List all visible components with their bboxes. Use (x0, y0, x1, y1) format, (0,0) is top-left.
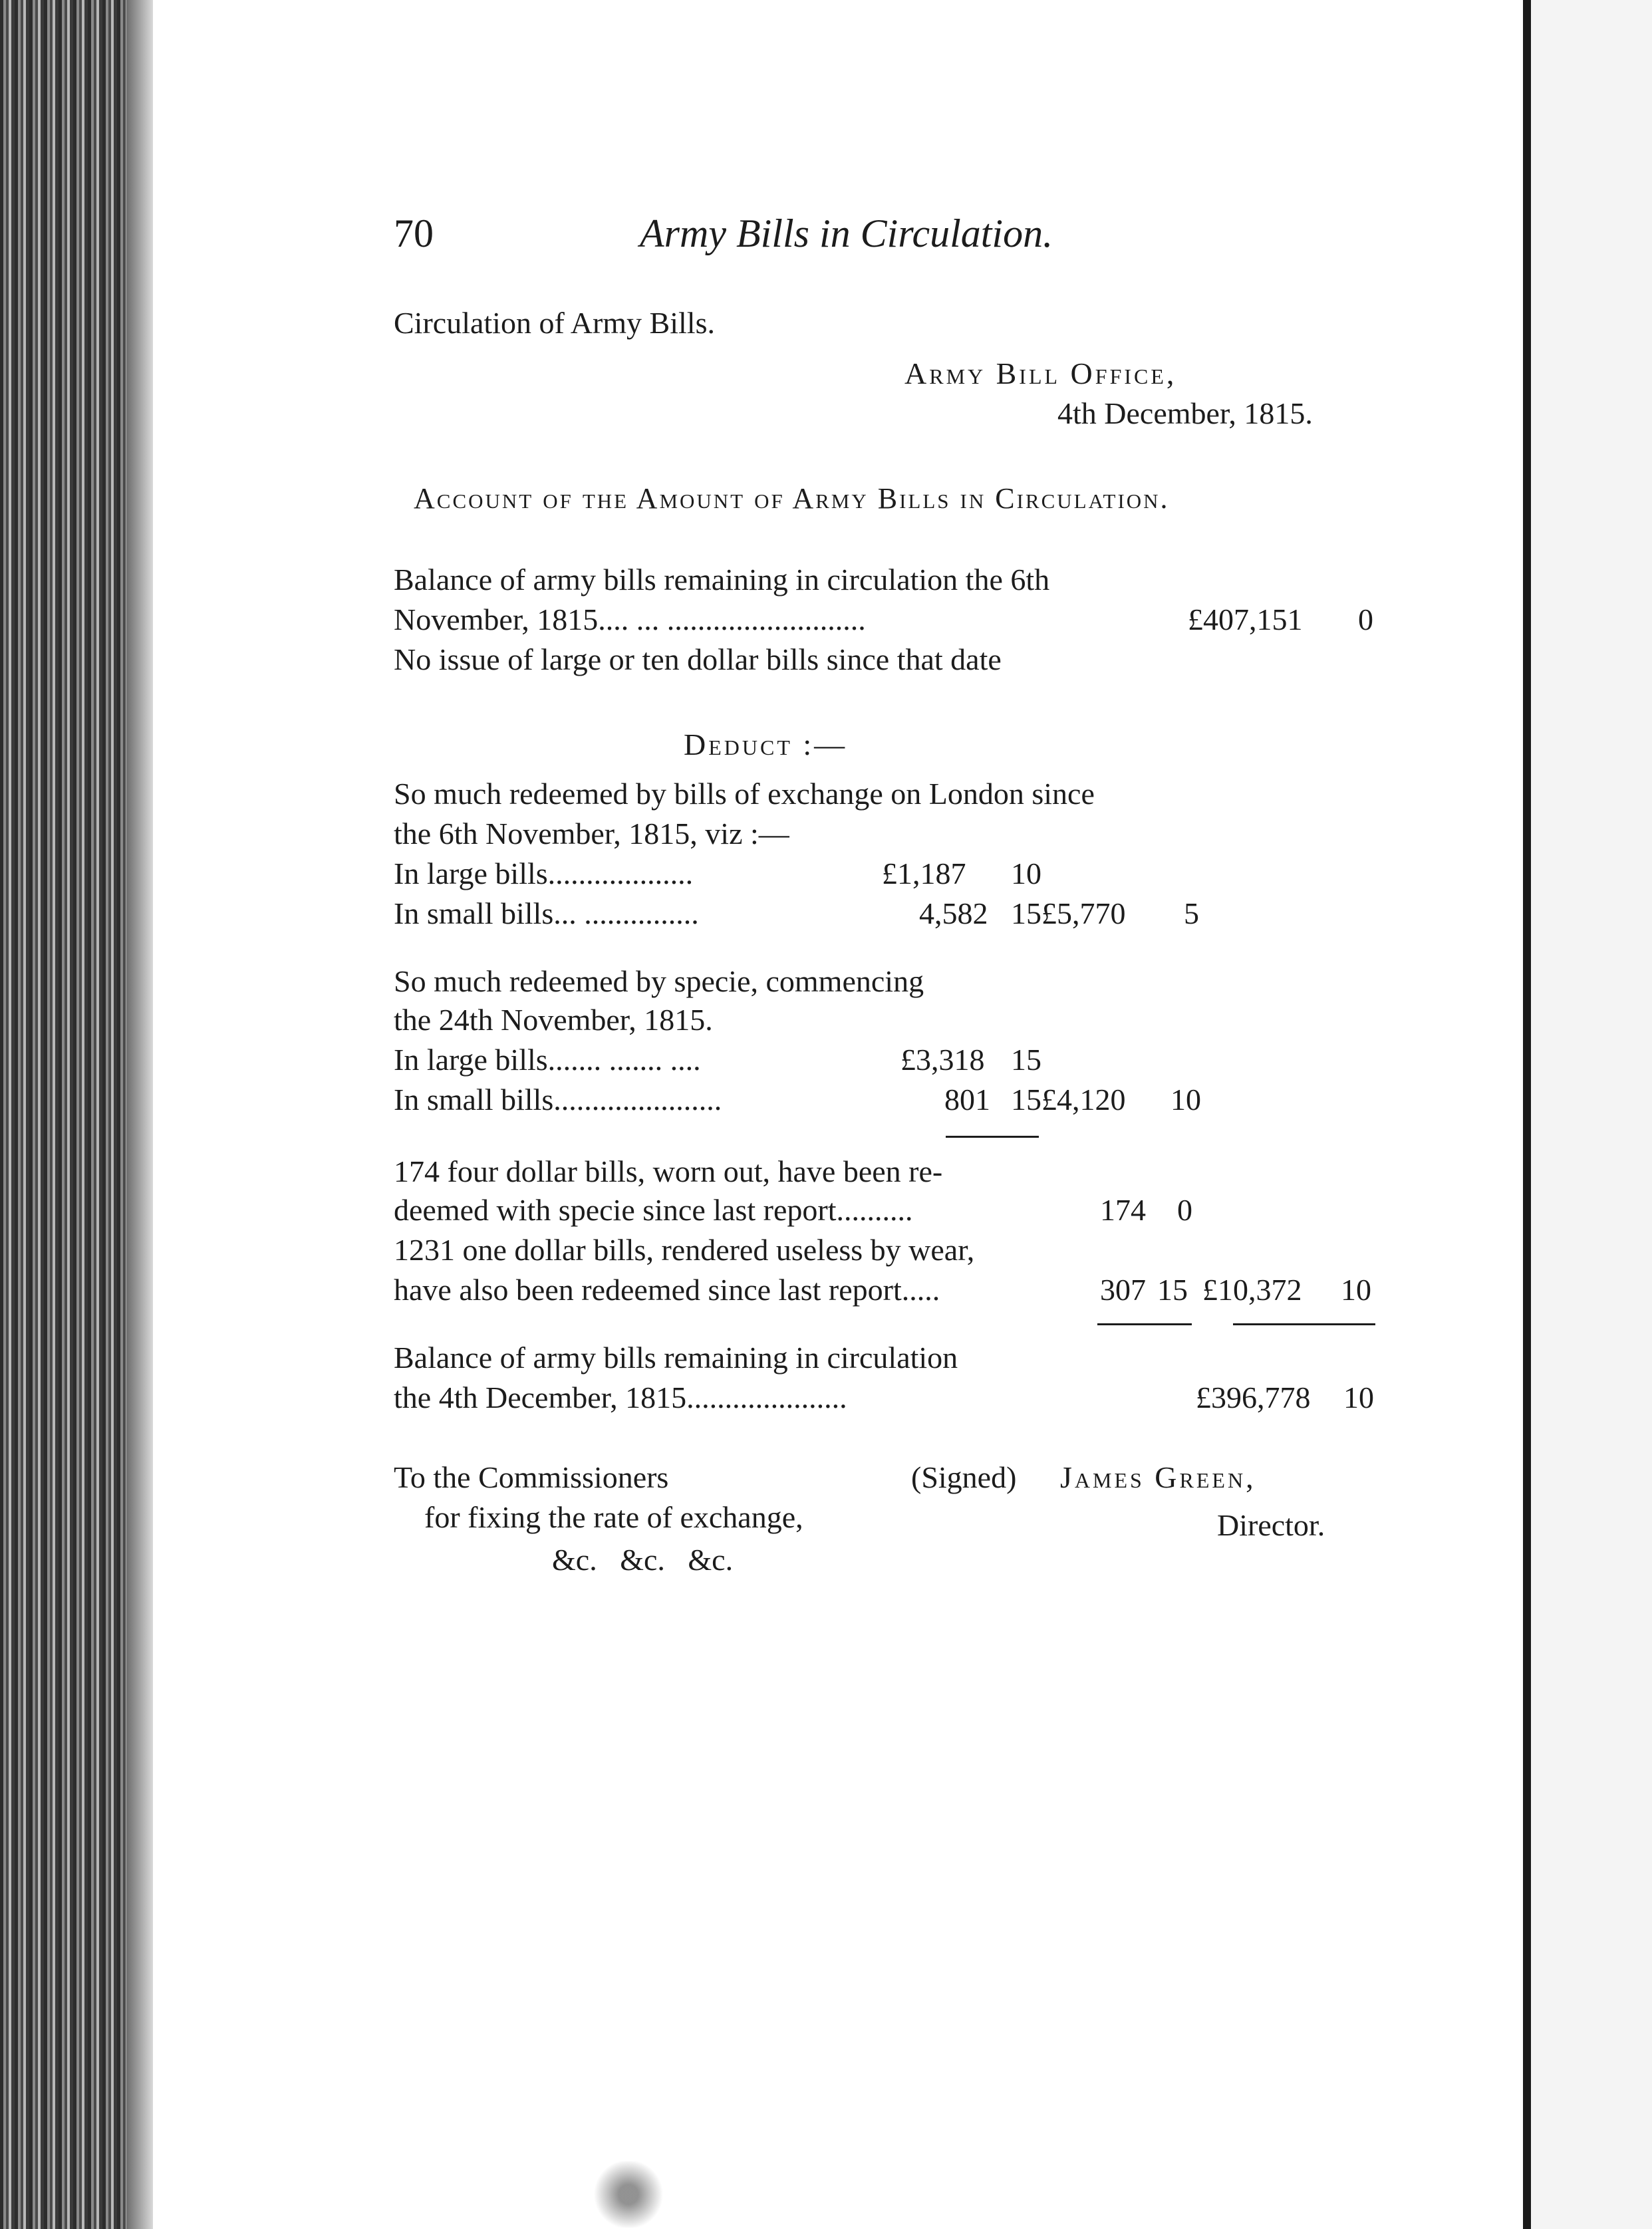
balance-dec-line1: Balance of army bills remaining in circulation (394, 1341, 958, 1375)
balance-nov-shillings: 0 (1358, 602, 1373, 636)
account-heading: Account of the Amount of Army Bills in Circulation. (414, 482, 1170, 515)
exchange-small-shillings: 15 (1011, 896, 1041, 930)
scan-smudge (592, 2161, 665, 2228)
exchange-large-amount: £1,187 (882, 856, 966, 890)
exchange-large-label: In large bills................... (394, 856, 694, 890)
specie-line1: So much redeemed by specie, commencing (394, 964, 924, 998)
signed-label: (Signed) (911, 1460, 1017, 1494)
deductions-rule-left (1097, 1323, 1192, 1325)
one-dollar-shillings: 15 (1157, 1273, 1188, 1307)
balance-nov-amount: £407,151 (1188, 602, 1303, 636)
deductions-rule-right (1233, 1323, 1375, 1325)
specie-small-label: In small bills...................... (394, 1083, 722, 1116)
specie-subtotal-rule (946, 1136, 1039, 1138)
page-number: 70 (394, 211, 434, 255)
commissioners-line2: for fixing the rate of exchange, (424, 1500, 803, 1534)
running-title: Army Bills in Circulation. (640, 211, 1053, 255)
balance-nov-line2: November, 1815.... ... .......................... (394, 602, 866, 636)
deductions-total-shillings: 10 (1341, 1273, 1371, 1307)
specie-small-shillings: 15 (1011, 1083, 1041, 1116)
page-edge-right (1523, 0, 1652, 2229)
four-dollar-line1: 174 four dollar bills, worn out, have been re- (394, 1154, 943, 1188)
exchange-large-shillings: 10 (1011, 856, 1041, 890)
balance-nov-line1: Balance of army bills remaining in circulation the 6th (394, 563, 1050, 596)
signatory-name: James Green, (1060, 1460, 1256, 1494)
exchange-total-shillings: 5 (1184, 896, 1199, 930)
office-date: 4th December, 1815. (1057, 396, 1313, 430)
specie-large-amount: £3,318 (900, 1043, 985, 1077)
exchange-line2: the 6th November, 1815, viz :— (394, 817, 789, 851)
specie-small-amount: 801 (944, 1083, 990, 1116)
specie-line2: the 24th November, 1815. (394, 1003, 713, 1037)
intro-title: Circulation of Army Bills. (394, 306, 715, 340)
specie-total-amount: £4,120 (1041, 1083, 1126, 1116)
exchange-small-amount: 4,582 (919, 896, 988, 930)
four-dollar-amount: 174 (1100, 1193, 1146, 1227)
balance-dec-line2: the 4th December, 1815..................... (394, 1380, 847, 1414)
exchange-small-label: In small bills... ............... (394, 896, 699, 930)
balance-dec-amount: £396,778 (1196, 1380, 1311, 1414)
specie-large-shillings: 15 (1011, 1043, 1041, 1077)
page-edge-left (0, 0, 153, 2229)
exchange-total-amount: £5,770 (1041, 896, 1126, 930)
one-dollar-line2: have also been redeemed since last report..... (394, 1273, 940, 1307)
document-page (153, 0, 1515, 2229)
specie-large-label: In large bills....... ....... .... (394, 1043, 701, 1077)
one-dollar-amount: 307 (1100, 1273, 1146, 1307)
one-dollar-line1: 1231 one dollar bills, rendered useless by wear, (394, 1233, 975, 1267)
signatory-title: Director. (1217, 1508, 1325, 1542)
balance-dec-shillings: 10 (1343, 1380, 1374, 1414)
balance-nov-note: No issue of large or ten dollar bills since that date (394, 642, 1002, 676)
four-dollar-shillings: 0 (1177, 1193, 1192, 1227)
specie-total-shillings: 10 (1170, 1083, 1201, 1116)
exchange-line1: So much redeemed by bills of exchange on London since (394, 777, 1095, 811)
four-dollar-line2: deemed with specie since last report.......... (394, 1193, 913, 1227)
deductions-total-amount: £10,372 (1202, 1273, 1302, 1307)
deduct-heading: Deduct :— (684, 727, 848, 761)
office-name: Army Bill Office, (904, 356, 1177, 390)
commissioners-line3: &c. &c. &c. (552, 1543, 734, 1577)
commissioners-line1: To the Commissioners (394, 1460, 669, 1494)
